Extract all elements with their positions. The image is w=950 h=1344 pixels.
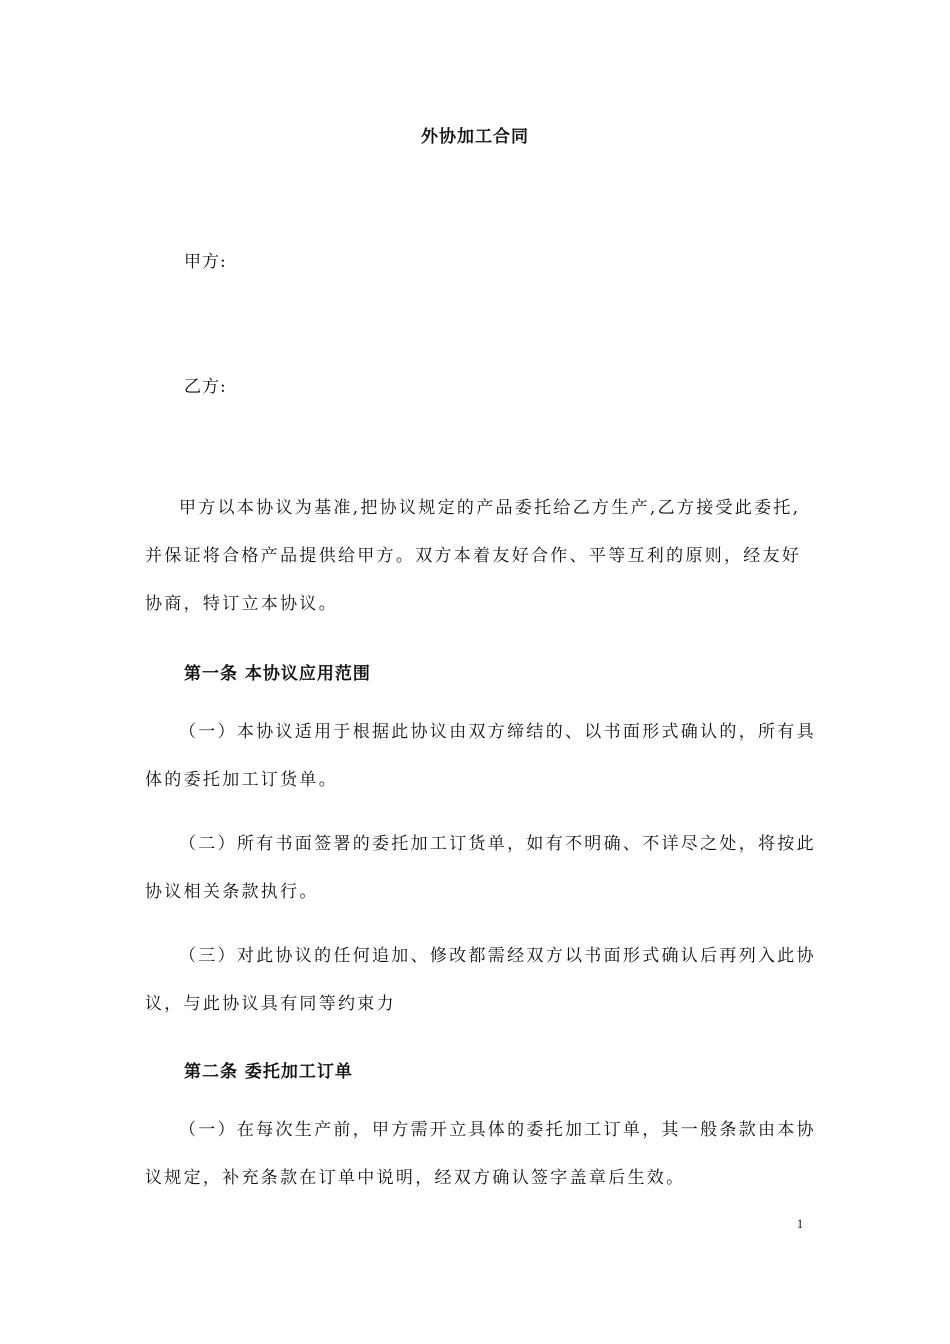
article-1-clause-3: （三）对此协议的任何追加、修改都需经双方以书面形式确认后再列入此协议，与此协议具有同等约束力 — [145, 946, 816, 1014]
article-2-clause-1: （一）在每次生产前，甲方需开立具体的委托加工订单，其一般条款由本协议规定，补充条款在订单中说明，经双方确认签字盖章后生效。 — [145, 1120, 816, 1188]
article-1-heading: 第一条 本协议应用范围 — [184, 664, 371, 684]
document-title: 外协加工合同 — [421, 127, 529, 147]
page-number: 1 — [796, 1216, 804, 1231]
article-1-clause-2: （二）所有书面签署的委托加工订货单，如有不明确、不详尽之处，将按此协议相关条款执行。 — [145, 834, 816, 902]
article-1-clause-1: （一）本协议适用于根据此协议由双方缔结的、以书面形式确认的，所有具体的委托加工订货单。 — [145, 722, 816, 790]
party-b-label: 乙方: — [184, 377, 227, 397]
intro-paragraph: 甲方以本协议为基准,把协议规定的产品委托给乙方生产,乙方接受此委托,并保证将合格产品提供给甲方。双方本着友好合作、平等互利的原则，经友好协商，特订立本协议。 — [145, 498, 802, 614]
party-a-label: 甲方: — [184, 252, 227, 272]
article-2-heading: 第二条 委托加工订单 — [184, 1062, 353, 1082]
